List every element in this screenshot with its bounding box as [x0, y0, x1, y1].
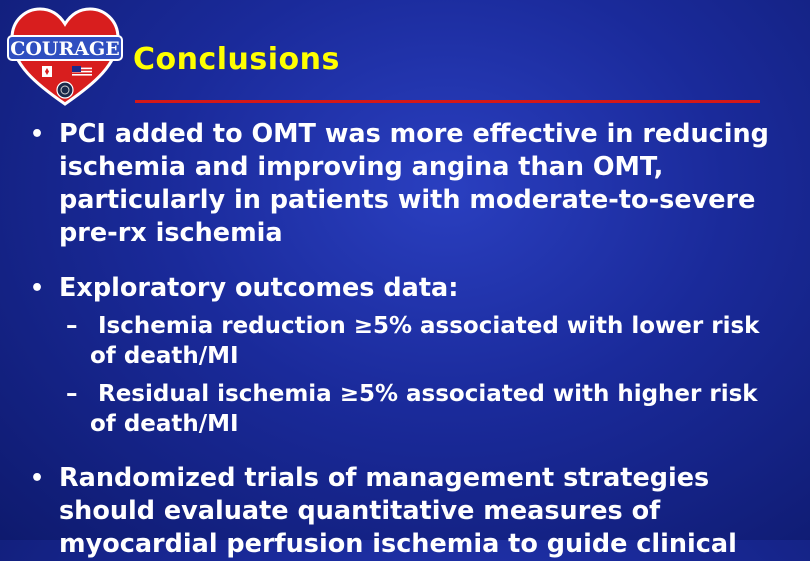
bullet-item	[30, 462, 790, 561]
sub-bullet-text: Residual ischemia ≥5% associated with higher risk of death/MI	[90, 381, 758, 437]
bullet-item	[30, 118, 790, 250]
bullet-marker: •	[30, 466, 45, 491]
bullet-marker: •	[30, 276, 45, 301]
sub-bullet-marker: –	[66, 313, 78, 339]
sub-bullet-item	[66, 379, 786, 439]
canada-flag-icon	[38, 66, 56, 77]
sub-bullet-marker: –	[66, 381, 78, 407]
slide-title: Conclusions	[133, 42, 340, 77]
sub-bullet-text: Ischemia reduction ≥5% associated with lower risk of death/MI	[90, 313, 760, 369]
va-seal-icon	[57, 82, 73, 98]
logo-banner	[8, 36, 122, 60]
bullet-marker: •	[30, 122, 45, 147]
bullet-text: PCI added to OMT was more effective in reducing ischemia and improving angina than OMT, particularly in patients with moderate-to-severe pre-rx ischemia	[59, 119, 769, 248]
usa-flag-icon	[72, 66, 92, 77]
bullet-text: Exploratory outcomes data:	[59, 273, 459, 303]
courage-logo	[6, 6, 124, 106]
bullet-text: Randomized trials of management strategies should evaluate quantitative measures of myocardial perfusion ischemia to guide clinical	[59, 463, 737, 559]
bullet-item	[30, 272, 790, 305]
logo-text: COURAGE	[10, 38, 120, 60]
sub-bullet-item	[66, 311, 786, 371]
title-underline	[135, 100, 760, 103]
